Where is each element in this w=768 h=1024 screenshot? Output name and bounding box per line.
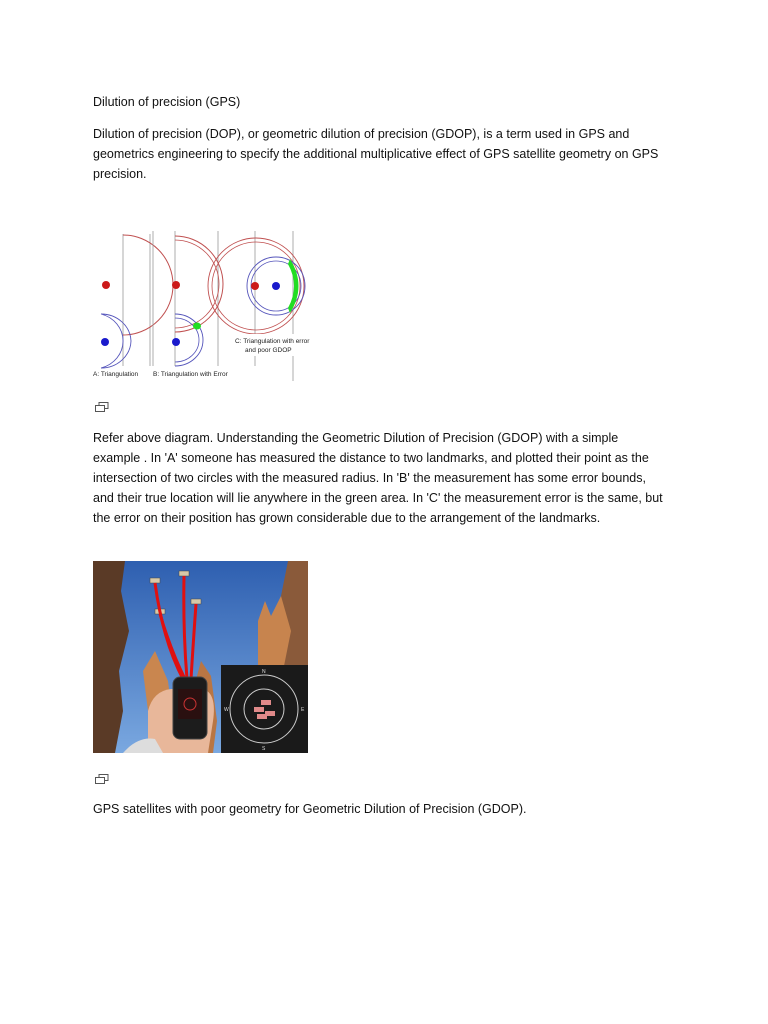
landmark-red-a xyxy=(102,281,110,289)
landmark-blue-c xyxy=(272,282,280,290)
compass-w: W xyxy=(224,707,229,713)
compass-n: N xyxy=(262,669,266,675)
landmark-blue-b xyxy=(172,338,180,346)
image-link-icon[interactable] xyxy=(95,774,109,784)
label-a: A: Triangulation xyxy=(93,371,139,378)
compass-e: E xyxy=(301,707,305,713)
panel-a xyxy=(93,234,173,378)
label-c-line1: C: Triangulation with error xyxy=(235,338,310,345)
landmark-red-b xyxy=(172,281,180,289)
image-link-icon[interactable] xyxy=(95,402,109,412)
panel-c xyxy=(208,231,315,381)
page-title: Dilution of precision (GPS) xyxy=(93,95,241,109)
error-area-b xyxy=(193,323,201,330)
explanation-paragraph: Refer above diagram. Understanding the Geometric Dilution of Precision (GDOP) with a simple example . In 'A' someone has measured the distance to two landmarks, and plotted their point as the intersection of two circles with the measured radius. In 'B' the measurement has some error bounds, and their true location will lie anywhere in the green area. In 'C' the measurement error is the same, but the error on their position has grown considerable due to the arrangement of the landmarks. xyxy=(93,431,663,525)
landmark-red-c xyxy=(251,282,259,290)
photo-caption: GPS satellites with poor geometry for Geometric Dilution of Precision (GDOP). xyxy=(93,802,527,816)
gps-satellite-photo xyxy=(93,561,308,753)
intro-paragraph: Dilution of precision (DOP), or geometric dilution of precision (GDOP), is a term used in GPS and geometrics engineering to specify the additional multiplicative effect of GPS satellite geometry on GPS precision. xyxy=(93,127,659,181)
landmark-blue-a xyxy=(101,338,109,346)
compass-s: S xyxy=(262,746,266,752)
panel-b xyxy=(153,231,229,378)
label-b: B: Triangulation with Error xyxy=(153,371,228,378)
label-c-line2: and poor GDOP xyxy=(245,347,292,354)
gdop-diagram xyxy=(93,226,317,383)
